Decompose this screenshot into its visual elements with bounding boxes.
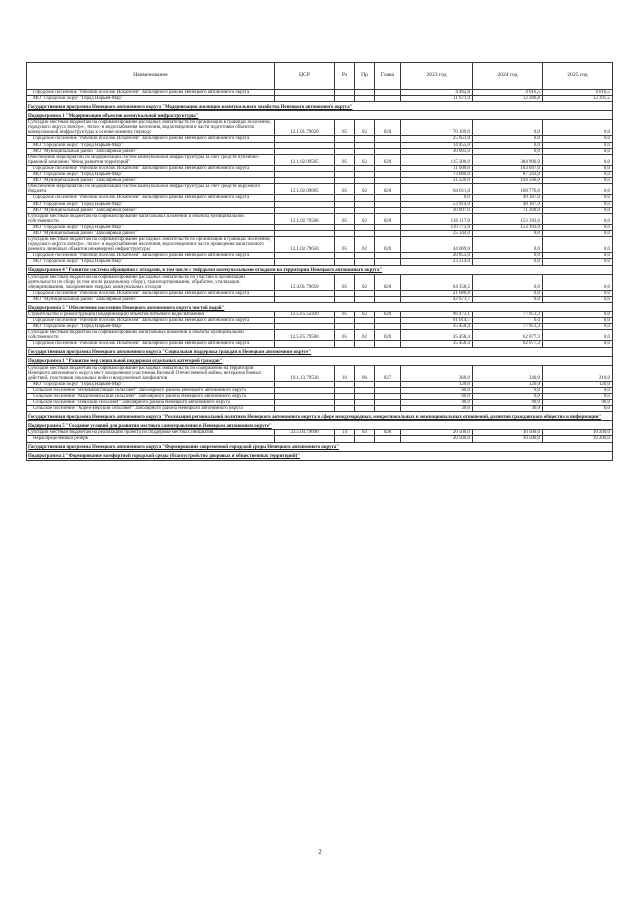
row-value-2024: 12 286,8 <box>473 96 543 102</box>
row-value-2024: 49 387,0 <box>473 195 543 201</box>
row-value-2023: 61 014,7 <box>401 318 473 324</box>
row-name: Городское поселение "Рабочий поселок Искателей" Заполярного района Ненецкого автономного округа <box>27 136 275 142</box>
row-value-2024: 0,0 <box>473 290 543 296</box>
row-value-2025: 0,0 <box>543 318 613 324</box>
row-value-2024: 77 951,3 <box>473 324 543 330</box>
row-name: Обеспечение мероприятий по модернизации систем коммунальной инфраструктуры за счёт средств окружного бюджета <box>27 184 275 195</box>
row-value-2023: 110 773,0 <box>401 224 473 230</box>
row-rz: 05 <box>335 237 355 253</box>
row-glava: 020 <box>375 274 401 290</box>
row-glava: 020 <box>375 184 401 195</box>
section-heading: Государственная программа Ненецкого автономного округа "Модернизация жилищно-коммунального хозяйства Ненецкого автономного округа" <box>27 102 613 111</box>
row-pr: 02 <box>355 213 375 224</box>
row-name: Городское поселение "Рабочий поселок Искателей" Заполярного района Ненецкого автономного округа <box>27 90 275 96</box>
row-pr: 02 <box>355 312 375 318</box>
row-value-2023: 136 117,0 <box>401 213 473 224</box>
row-value-2025: 0,0 <box>543 213 613 224</box>
section-heading: Подпрограмма 2 "Формирование комфортной городской среды (благоустройство дворовых и общественных территорий)" <box>27 451 613 460</box>
row-value-2025: 0,0 <box>543 136 613 142</box>
row-value-2025: 0,0 <box>543 154 613 165</box>
row-value-2025: 0,0 <box>543 230 613 236</box>
row-value-2023: 20 855,0 <box>401 253 473 259</box>
row-value-2025: 0,0 <box>543 387 613 393</box>
section-heading-row <box>27 265 613 274</box>
row-pr: 02 <box>355 274 375 290</box>
row-rz: 14 <box>335 430 355 436</box>
row-value-2025: 0,0 <box>543 207 613 213</box>
row-name: МО "Городской округ "Город Нарьян-Мар" <box>27 96 275 102</box>
row-value-2024: 0,0 <box>473 136 543 142</box>
section-heading: Подпрограмма 4 "Развитие системы обращения с отходами, в том числе с твёрдыми коммунальными отходами на территории Ненецкого автономного округа" <box>27 265 613 274</box>
row-value-2024: 240,0 <box>473 365 543 381</box>
row-value-2023: 70 109,0 <box>401 120 473 136</box>
row-name: МО "Муниципальный район "Заполярный район" <box>27 230 275 236</box>
row-rz: 05 <box>335 154 355 165</box>
row-pr: 02 <box>355 154 375 165</box>
row-name: Городское поселение "Рабочий поселок Искателей" Заполярного района Ненецкого автономного округа <box>27 318 275 324</box>
expense-item-row <box>27 154 613 165</box>
row-value-2025: 210,0 <box>543 365 613 381</box>
row-value-2024: 0,0 <box>473 253 543 259</box>
row-value-2023: 64 358,5 <box>401 274 473 290</box>
row-value-2024: 103 097,0 <box>473 165 543 171</box>
section-heading: Подпрограмма 5 "Обеспечение населения Ненецкого автономного округа чистой водой" <box>27 303 613 312</box>
row-value-2024: 90,0 <box>473 400 543 406</box>
row-value-2024: 0,0 <box>473 387 543 393</box>
row-value-2024: 0,0 <box>473 394 543 400</box>
row-value-2025: 90,0 <box>543 400 613 406</box>
section-heading-row <box>27 421 613 430</box>
row-value-2024: 48 187,0 <box>473 201 543 207</box>
row-name: МО "Муниципальный район "Заполярный район" <box>27 148 275 154</box>
row-pr: 02 <box>355 184 375 195</box>
row-value-2023: 53 914,0 <box>401 201 473 207</box>
row-value-2024: 0,0 <box>473 237 543 253</box>
row-name: Строительство и реконструкция (модернизация) объектов питьевого водоснабжения <box>27 312 275 318</box>
row-value-2023: 60,0 <box>401 394 473 400</box>
row-value-2023: 20 500,0 <box>401 430 473 436</box>
section-heading: Подпрограмма 1 "Модернизация объектов коммунальной инфраструктуры" <box>27 111 613 120</box>
row-value-2025: 4 016,5 <box>543 90 613 96</box>
row-name: Городское поселение "Рабочий поселок Искателей" Заполярного района Ненецкого автономного округа <box>27 341 275 347</box>
col-header-2024: 2024 год <box>473 63 543 90</box>
row-value-2024: 0,0 <box>473 120 543 136</box>
row-value-2023: 0,0 <box>401 195 473 201</box>
row-value-2023: 30,0 <box>401 406 473 412</box>
table-header-row <box>27 63 613 90</box>
row-csr: 23.5.03.79690 <box>275 430 335 436</box>
row-glava: 020 <box>375 154 401 165</box>
row-name: Городское поселение "Рабочий поселок Искателей" Заполярного района Ненецкого автономного округа <box>27 195 275 201</box>
row-value-2023: 60,0 <box>401 387 473 393</box>
expense-item-row <box>27 120 613 136</box>
row-value-2025: 0,0 <box>543 172 613 178</box>
row-value-2023: 115 300,0 <box>401 154 473 165</box>
row-name: Сельское поселение "Великовисочный сельсовет" Заполярного района Ненецкого автономного округа <box>27 387 275 393</box>
row-name: Сельское поселение "Хорей-Верский сельсовет" Заполярного района Ненецкого автономного округа <box>27 406 275 412</box>
row-value-2025: 0,0 <box>543 195 613 201</box>
section-heading-row <box>27 347 613 356</box>
budget-table <box>26 62 613 461</box>
row-name: Городское поселение "Рабочий поселок Искателей" Заполярного района Ненецкого автономного округа <box>27 253 275 259</box>
row-name: Субсидии местным бюджетам на софинансирование расходных обязательств по организации в границах поселений, городского округа электро-, тепло- и водоснабжения населения, водоотведения в части подготовки объектов коммунальной инфраструктуры к осенне-зимнему периоду <box>27 120 275 136</box>
row-glava: 020 <box>375 120 401 136</box>
row-rz: 05 <box>335 330 355 341</box>
row-value-2023: 42 671,7 <box>401 296 473 302</box>
row-name: МО "Городской округ "Город Нарьян-Мар" <box>27 381 275 387</box>
row-csr: 12.5.F5.52430 <box>275 312 335 318</box>
section-heading: Подпрограмма 1 "Развитие мер социальной поддержки отдельных категорий граждан" <box>27 356 613 365</box>
row-value-2025: 12 395,5 <box>543 96 613 102</box>
row-value-2023: 23 214,0 <box>401 259 473 265</box>
row-value-2024: 120,0 <box>473 381 543 387</box>
row-name: МО "Городской округ "Город Нарьян-Мар" <box>27 324 275 330</box>
expense-item-row <box>27 274 613 290</box>
row-value-2025: 0,0 <box>543 341 613 347</box>
row-value-2025: 10 200,0 <box>543 436 613 442</box>
section-heading-row <box>27 102 613 111</box>
row-value-2024: 30,0 <box>473 406 543 412</box>
row-value-2025: 0,0 <box>543 120 613 136</box>
row-value-2025: 0,0 <box>543 201 613 207</box>
row-name: Сельское поселение "Малоземельский сельсовет" Заполярного района Ненецкого автономного округа <box>27 394 275 400</box>
row-value-2024: 71 200,0 <box>473 207 543 213</box>
row-value-2024: 0,0 <box>473 142 543 148</box>
row-name: МО "Муниципальный район "Заполярный район" <box>27 296 275 302</box>
row-csr: 12.1.02.09605 <box>275 184 335 195</box>
row-value-2023: 11 000,0 <box>401 165 473 171</box>
col-header-2023: 2023 год <box>401 63 473 90</box>
row-pr: 02 <box>355 237 375 253</box>
expense-item-row <box>27 237 613 253</box>
row-value-2024: 87 243,0 <box>473 172 543 178</box>
row-value-2025: 10 200,0 <box>543 430 613 436</box>
table-body <box>27 90 613 461</box>
row-value-2025: 0,0 <box>543 237 613 253</box>
row-value-2025: 0,0 <box>543 290 613 296</box>
row-name: Субсидии местным бюджетам на софинансирование капитальных вложений в объекты муниципальной собственности <box>27 330 275 341</box>
row-pr: 06 <box>355 365 375 381</box>
row-rz: 05 <box>335 312 355 318</box>
expense-item-row <box>27 184 613 195</box>
row-name: Субсидии местным бюджетам на софинансирование капитальных вложений в объекты муниципальной собственности <box>27 213 275 224</box>
row-value-2025: 0,0 <box>543 178 613 184</box>
row-name: МО "Муниципальный район "Заполярный район" <box>27 207 275 213</box>
row-value-2025: 0,0 <box>543 330 613 341</box>
row-name: Обеспечение мероприятий по модернизации систем коммунальной инфраструктуры за счёт средств публично-правовой компании "Фонд развития территорий" <box>27 154 275 165</box>
section-heading-row <box>27 356 613 365</box>
expense-item-row <box>27 330 613 341</box>
row-value-2025: 0,0 <box>543 224 613 230</box>
col-header-2025: 2025 год <box>543 63 613 90</box>
row-csr: 19.1.13.79530 <box>275 365 335 381</box>
row-value-2023: 4 462,8 <box>401 90 473 96</box>
row-name: Субсидии местным бюджетам на софинансирование расходных обязательств по организации в границах поселений, городского округа электро-, тепло- и водоснабжения населения, водоотведения в части проведения капитального ремонта линейных объектов инженерной инфраструктуры <box>27 237 275 253</box>
row-csr: 12.1.02.09505 <box>275 154 335 165</box>
col-header-glava: Глава <box>375 63 401 90</box>
col-header-csr: ЦСР <box>275 63 335 90</box>
row-rz: 10 <box>335 365 355 381</box>
row-value-2025: 0,0 <box>543 259 613 265</box>
row-glava: 020 <box>375 312 401 318</box>
section-heading-row <box>27 412 613 421</box>
row-name: Городское поселение "Рабочий поселок Искателей" Заполярного района Ненецкого автономного округа <box>27 165 275 171</box>
row-value-2024: 194 560,0 <box>473 178 543 184</box>
row-value-2024: 62 077,3 <box>473 330 543 341</box>
row-name: МО "Городской округ "Город Нарьян-Мар" <box>27 224 275 230</box>
row-name: Сельское поселение "Пешский сельсовет" Заполярного района Ненецкого автономного округа <box>27 400 275 406</box>
row-name: Субсидии местным бюджетам на софинансирование расходных обязательств по участию в организации деятельности по сбору (в том числе раздельному сбору), транспортированию, обработке, утилизации, обезвреживанию, захоронению твердых коммунальных отходов <box>27 274 275 290</box>
row-name: Субсидии местным бюджетам на реализацию проекта по поддержке местных инициатив <box>27 430 275 436</box>
section-heading: Государственная программа Ненецкого автономного округа "Реализация региональной политики Ненецкого автономного округа в сфере международных, межрегиональных и межнациональных отношений, развития гражданского общества и информации" <box>27 412 613 421</box>
col-header-rz: Рз <box>335 63 355 90</box>
row-value-2023: 84 011,0 <box>401 184 473 195</box>
row-value-2025: 0,0 <box>543 184 613 195</box>
row-name: МО "Муниципальный район "Заполярный район" <box>27 178 275 184</box>
row-csr: 12.1.02.79650 <box>275 237 335 253</box>
row-name: Субсидии местным бюджетам на софинансирование расходных обязательств по содержанию на территории Ненецкого автономного округа мест захоронения участников Великой Отечественной войны, ветеранов боевых действий, участников локальных войн и вооруженных конфликтов <box>27 365 275 381</box>
row-value-2025: 0,0 <box>543 312 613 318</box>
row-value-2023: 14 455,0 <box>401 142 473 148</box>
section-heading-row <box>27 303 613 312</box>
row-csr: 12.1.01.79620 <box>275 120 335 136</box>
row-csr: 12.1.02.79500 <box>275 213 335 224</box>
row-value-2023: 44 069,0 <box>401 237 473 253</box>
row-glava: 020 <box>375 213 401 224</box>
row-value-2023: 11 671,0 <box>401 96 473 102</box>
document-page <box>26 62 612 461</box>
row-value-2024: 0,0 <box>473 296 543 302</box>
row-pr: 02 <box>355 120 375 136</box>
row-value-2024: 62 077,3 <box>473 341 543 347</box>
row-value-2024: 4 016,5 <box>473 90 543 96</box>
row-value-2024: 0,0 <box>473 259 543 265</box>
section-heading: Государственная программа Ненецкого автономного округа "Социальная поддержка граждан в Ненецком автономном округе" <box>27 347 613 356</box>
row-rz: 05 <box>335 213 355 224</box>
row-pr: 03 <box>355 430 375 436</box>
row-name: МО "Городской округ "Город Нарьян-Мар" <box>27 172 275 178</box>
row-name: МО "Городской округ "Город Нарьян-Мар" <box>27 259 275 265</box>
section-heading: Подпрограмма 5 "Создание условий для развития местного самоуправления в Ненецком автономном округе" <box>27 421 613 430</box>
row-value-2025: 0,0 <box>543 406 613 412</box>
row-value-2023: 30 097,0 <box>401 207 473 213</box>
row-csr: 12.5.F5.79500 <box>275 330 335 341</box>
row-name: Городское поселение "Рабочий поселок Искателей" Заполярного района Ненецкого автономного округа <box>27 290 275 296</box>
row-value-2025: 0,0 <box>543 142 613 148</box>
row-value-2025: 0,0 <box>543 394 613 400</box>
row-value-2025: 120,0 <box>543 381 613 387</box>
row-value-2024: 10 500,0 <box>473 430 543 436</box>
section-heading: Государственная программа Ненецкого автономного округа "Формирование современной городской среды Ненецкого автономного округа" <box>27 442 613 451</box>
section-heading-row <box>27 451 613 460</box>
row-value-2024: 0,0 <box>473 230 543 236</box>
row-value-2024: 168 776,0 <box>473 184 543 195</box>
row-rz: 05 <box>335 274 355 290</box>
section-heading-row <box>27 111 613 120</box>
row-value-2024: 10 500,0 <box>473 436 543 442</box>
row-value-2024: 0,0 <box>473 148 543 154</box>
row-value-2023: 96 473,1 <box>401 312 473 318</box>
row-value-2024: 77 951,3 <box>473 312 543 318</box>
row-value-2023: 90,0 <box>401 400 473 406</box>
row-value-2024: 0,0 <box>473 318 543 324</box>
row-value-2023: 73 080,0 <box>401 172 473 178</box>
row-value-2024: 153 193,0 <box>473 224 543 230</box>
row-value-2023: 120,0 <box>401 381 473 387</box>
row-value-2023: 20 500,0 <box>401 436 473 442</box>
row-glava: 027 <box>375 365 401 381</box>
row-value-2023: 360,0 <box>401 365 473 381</box>
row-value-2025: 0,0 <box>543 165 613 171</box>
col-header-pr: Пр <box>355 63 375 90</box>
row-value-2023: 35 458,4 <box>401 341 473 347</box>
row-value-2025: 0,0 <box>543 148 613 154</box>
row-value-2023: 25 344,0 <box>401 230 473 236</box>
row-value-2023: 31 220,0 <box>401 178 473 184</box>
row-value-2024: 384 900,0 <box>473 154 543 165</box>
row-pr: 02 <box>355 330 375 341</box>
row-value-2025: 0,0 <box>543 274 613 290</box>
row-glava: 020 <box>375 237 401 253</box>
row-name: МО "Городской округ "Город Нарьян-Мар" <box>27 142 275 148</box>
row-value-2023: 30 003,0 <box>401 148 473 154</box>
expense-item-row <box>27 213 613 224</box>
expense-item-row <box>27 365 613 381</box>
row-glava: 028 <box>375 430 401 436</box>
row-value-2025: 0,0 <box>543 253 613 259</box>
row-value-2023: 35 458,4 <box>401 330 473 341</box>
row-csr: 12.4.01.79650 <box>275 274 335 290</box>
row-value-2023: 21 686,8 <box>401 290 473 296</box>
row-value-2023: 25 651,0 <box>401 136 473 142</box>
row-value-2024: 0,0 <box>473 274 543 290</box>
section-heading-row <box>27 442 613 451</box>
row-value-2024: 153 193,0 <box>473 213 543 224</box>
row-name: МО "Городской округ "Город Нарьян-Мар" <box>27 201 275 207</box>
row-name: Нераспределенный резерв <box>27 436 275 442</box>
row-rz: 05 <box>335 120 355 136</box>
row-value-2025: 0,0 <box>543 324 613 330</box>
row-value-2023: 35 458,4 <box>401 324 473 330</box>
row-glava: 020 <box>375 330 401 341</box>
col-header-name: Наименование <box>27 63 275 90</box>
row-rz: 05 <box>335 184 355 195</box>
row-value-2025: 0,0 <box>543 296 613 302</box>
page-number: 2 <box>318 848 322 856</box>
